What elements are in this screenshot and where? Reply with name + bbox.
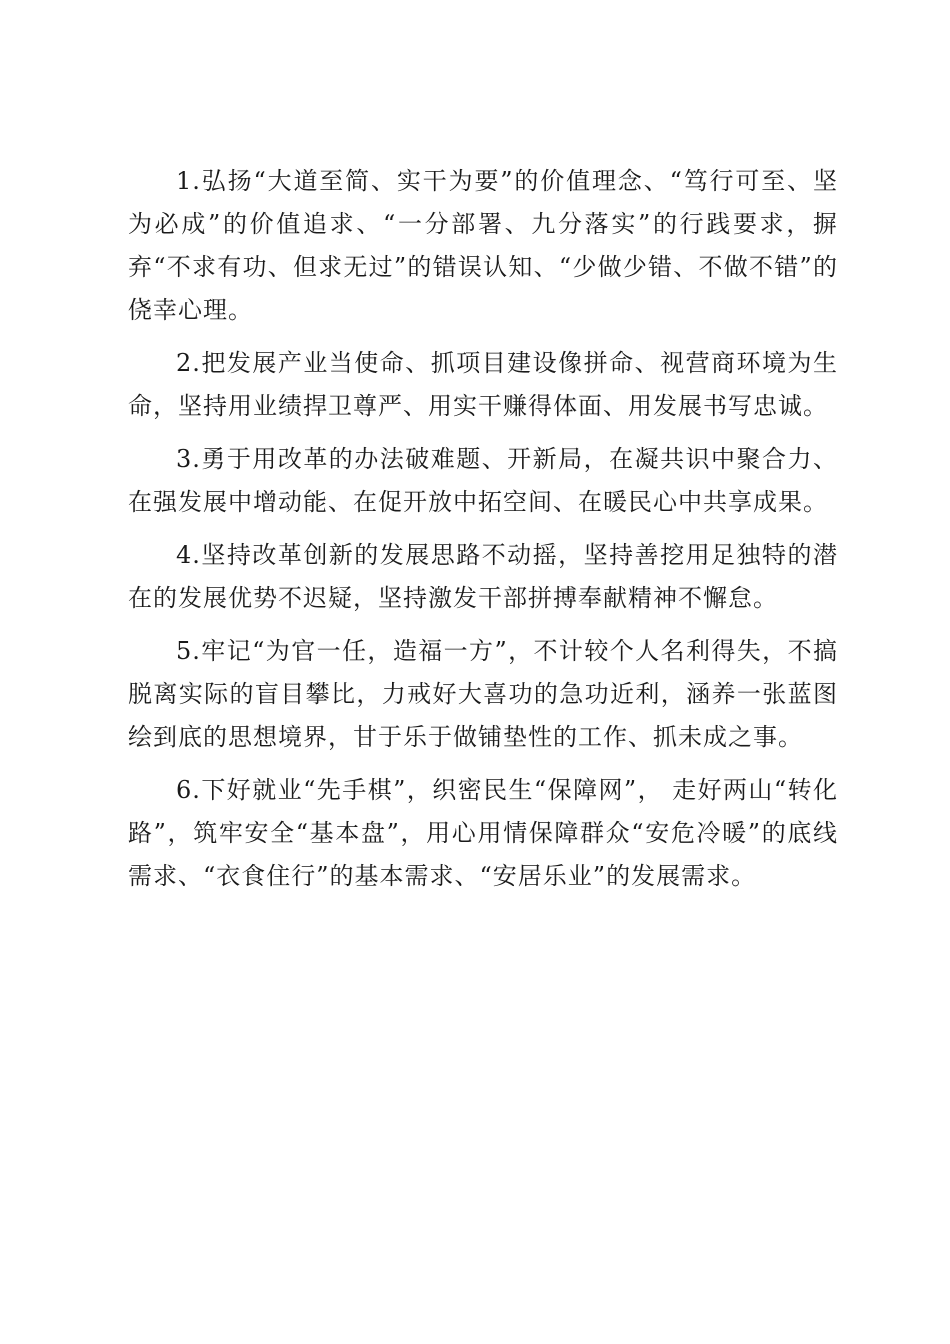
paragraph-5: 5.牢记“为官一任，造福一方”，不计较个人名利得失，不搞脱离实际的盲目攀比，力戒好大喜功的急功近利，涵养一张蓝图绘到底的思想境界，甘于乐于做铺垫性的工作、抓未成之事。 (128, 637, 838, 751)
paragraph-1: 1.弘扬“大道至简、实干为要”的价值理念、“笃行可至、坚为必成”的价值追求、“一分部署、九分落实”的行践要求，摒弃“不求有功、但求无过”的错误认知、“少做少错、不做不错”的侥幸心理。 (128, 167, 838, 324)
paragraph-2: 2.把发展产业当使命、抓项目建设像拼命、视营商环境为生命，坚持用业绩捍卫尊严、用实干赚得体面、用发展书写忠诚。 (128, 349, 838, 420)
paragraph-4: 4.坚持改革创新的发展思路不动摇，坚持善挖用足独特的潜在的发展优势不迟疑，坚持激发干部拼搏奉献精神不懈怠。 (128, 541, 838, 612)
document-body (128, 160, 838, 908)
paragraph-6: 6.下好就业“先手棋”，织密民生“保障网”， 走好两山“转化路”，筑牢安全“基本盘”，用心用情保障群众“安危冷暖”的底线需求、“衣食住行”的基本需求、“安居乐业”的发展需求。 (128, 776, 838, 890)
paragraph-3: 3.勇于用改革的办法破难题、开新局，在凝共识中聚合力、在强发展中增动能、在促开放中拓空间、在暖民心中共享成果。 (128, 445, 838, 516)
